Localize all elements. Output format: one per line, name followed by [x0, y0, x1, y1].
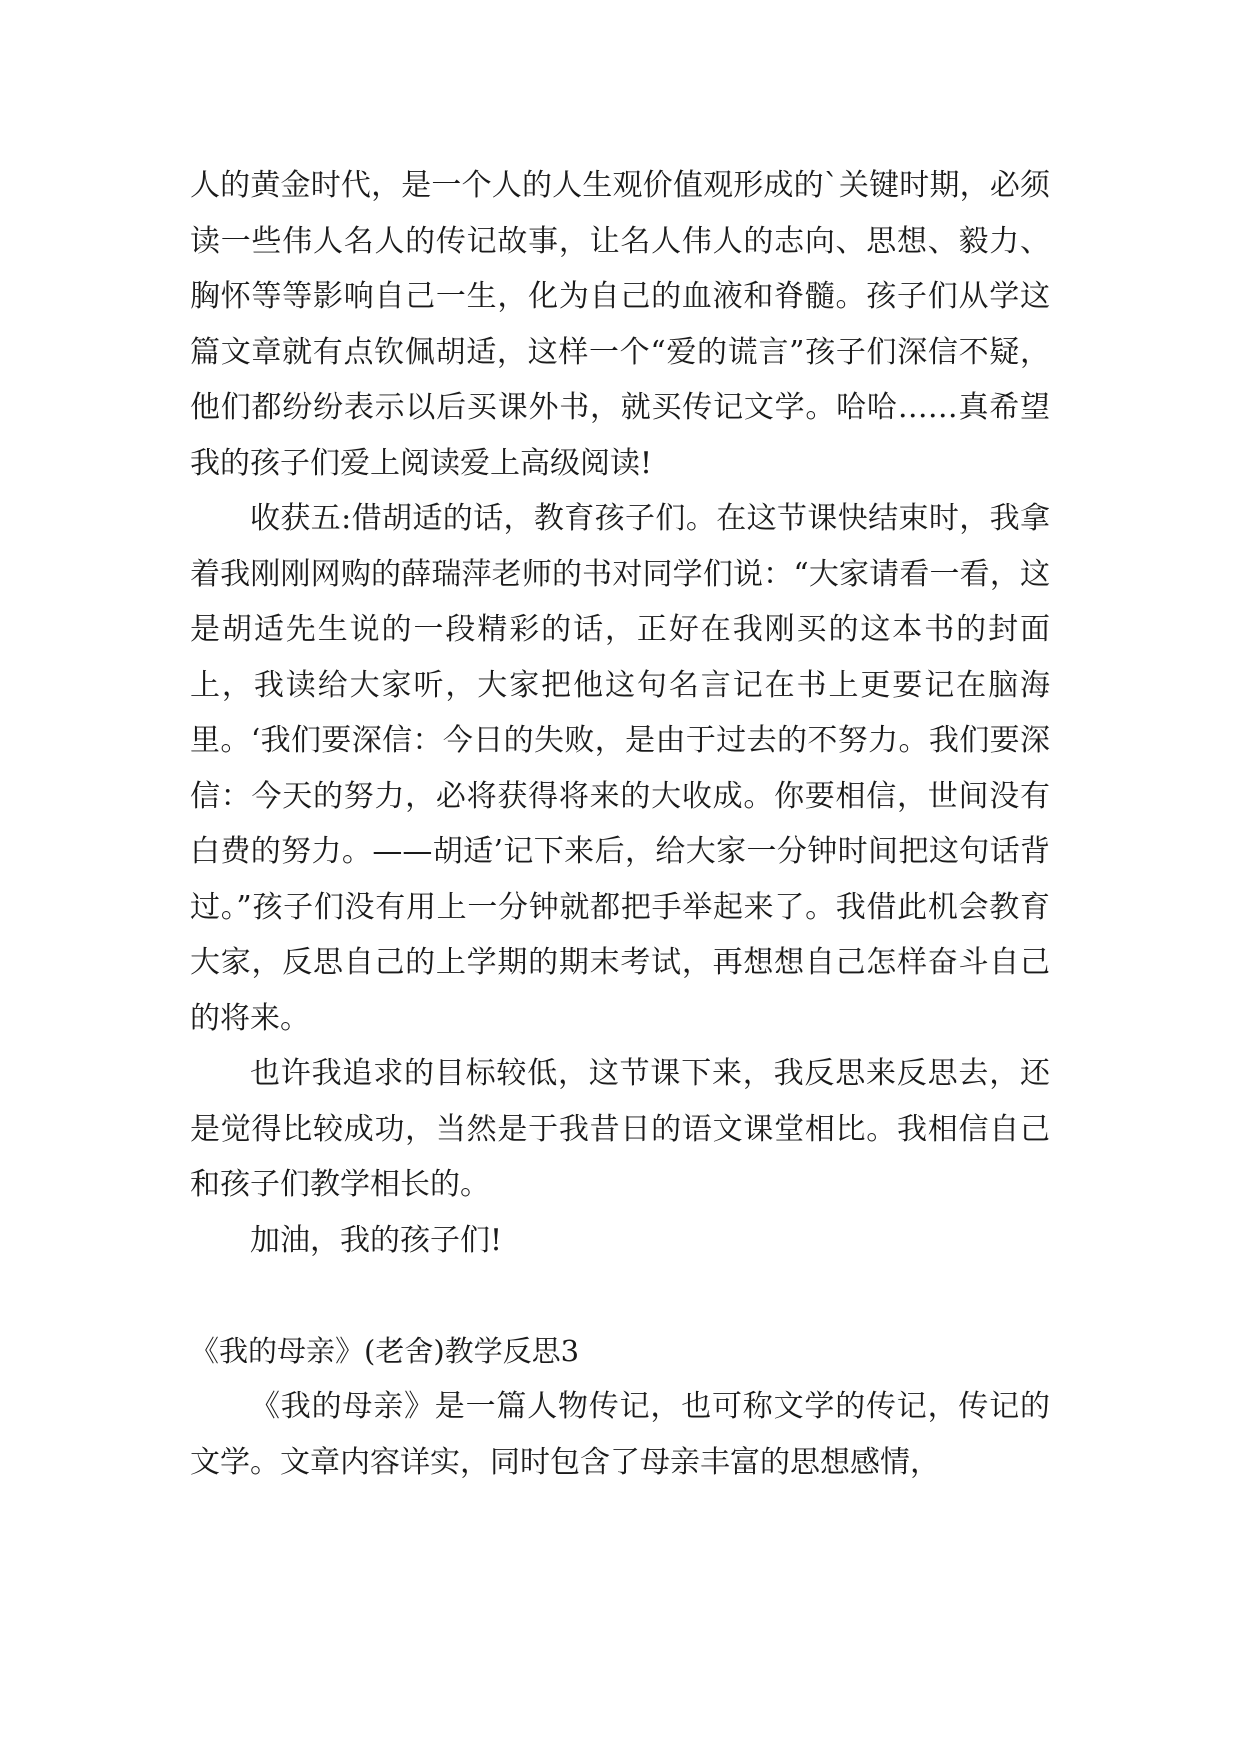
- paragraph-3: 也许我追求的目标较低，这节课下来，我反思来反思去，还是觉得比较成功，当然是于我昔日的语文课堂相比。我相信自己和孩子们教学相长的。: [190, 1056, 1050, 1202]
- section-paragraph-1: 《我的母亲》是一篇人物传记，也可称文学的传记，传记的文学。文章内容详实，同时包含了母亲丰富的思想感情，: [190, 1389, 1050, 1480]
- document-body: [190, 158, 1050, 1490]
- paragraph-4: 加油，我的孩子们!: [250, 1222, 503, 1258]
- blank-line: [190, 1268, 1050, 1324]
- paragraph-1: 人的黄金时代，是一个人的人生观价值观形成的`关键时期，必须读一些伟人名人的传记故事，让名人伟人的志向、思想、毅力、胸怀等等影响自己一生，化为自己的血液和脊髓。孩子们从学这篇文章就有点钦佩胡适，这样一个“爱的谎言”孩子们深信不疑，他们都纷纷表示以后买课外书，就买传记文学。哈哈……真希望我的孩子们爱上阅读爱上高级阅读!: [190, 168, 1050, 481]
- paragraph-2: 收获五:借胡适的话，教育孩子们。在这节课快结束时，我拿着我刚刚网购的薛瑞萍老师的书对同学们说：“大家请看一看，这是胡适先生说的一段精彩的话，正好在我刚买的这本书的封面上，我读给大家听，大家把他这句名言记在书上更要记在脑海里。‘我们要深信：今日的失败，是由于过去的不努力。我们要深信：今天的努力，必将获得将来的大收成。你要相信，世间没有白费的努力。——胡适’记下来后，给大家一分钟时间把这句话背过。”孩子们没有用上一分钟就都把手举起来了。我借此机会教育大家，反思自己的上学期的期末考试，再想想自己怎样奋斗自己的将来。: [190, 501, 1050, 1036]
- section-heading: 《我的母亲》(老舍)教学反思3: [190, 1333, 580, 1368]
